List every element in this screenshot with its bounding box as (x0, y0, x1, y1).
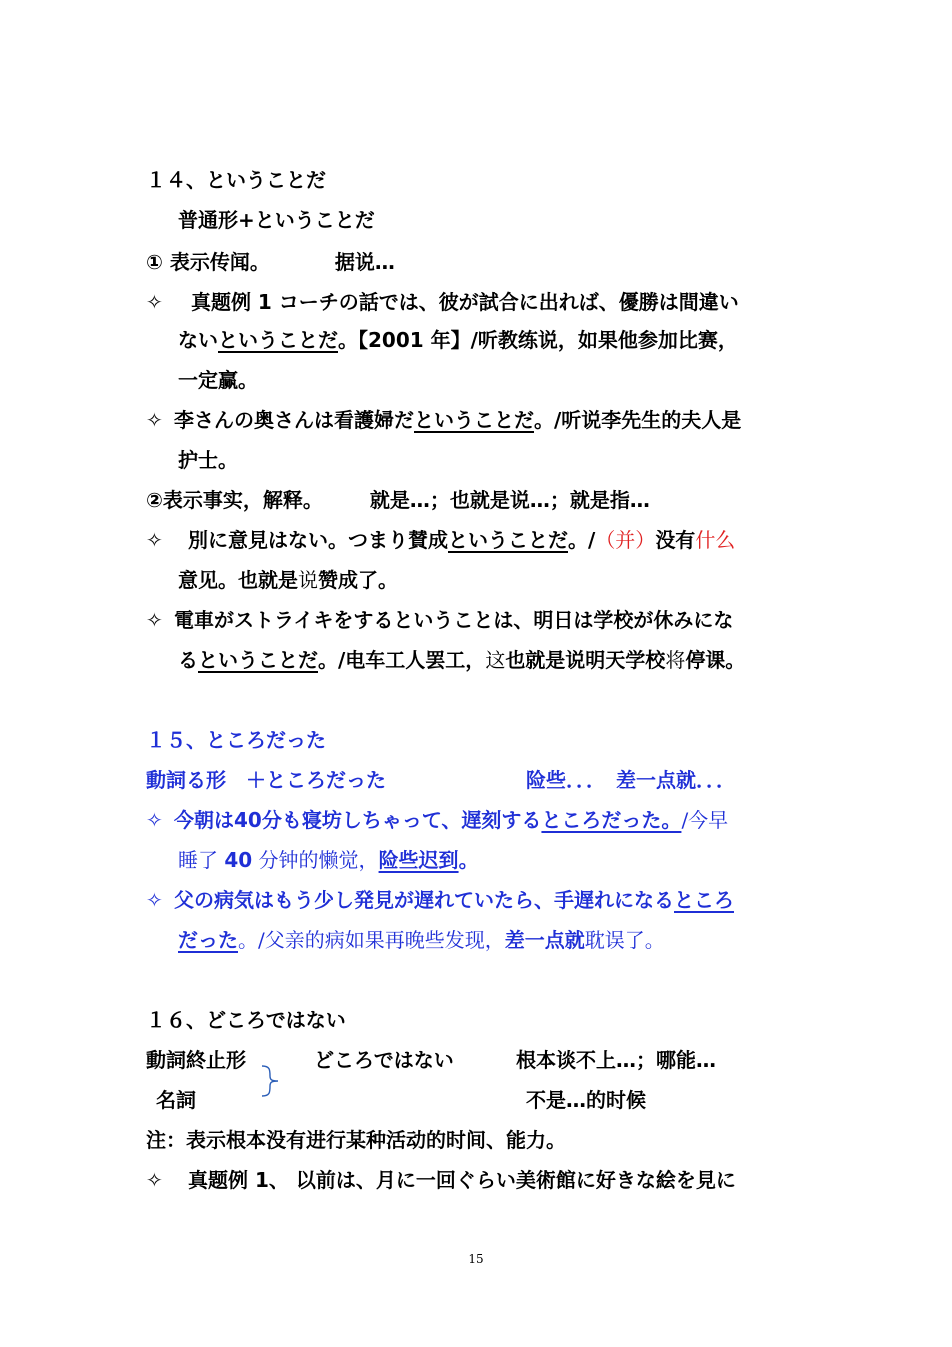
meaning-2-label: ②表示事实，解释。 (146, 488, 323, 512)
example-1-line-a: 真题例 1 コーチの話では、彼が試合に出れば、優勝は間違い (190, 290, 739, 314)
section-15-example-1 (146, 806, 728, 834)
meaning-text: 险些．．． 差一点就．．． (526, 768, 736, 792)
example-text: 。/父亲的病如果再晚些发现， (238, 928, 505, 952)
example-text: 差一点就 (504, 928, 585, 952)
example-text: 说 (298, 568, 318, 592)
example-text: /今早 (681, 808, 729, 832)
example-text: 40 (224, 848, 253, 872)
grammar-underline: ということだ (198, 648, 318, 672)
grammar-underline: ところだった。 (541, 808, 682, 832)
page-number: 15 (468, 1252, 484, 1266)
brace-icon (258, 1064, 282, 1098)
section-16-form-a: 動詞終止形 (146, 1048, 246, 1072)
section-15-form (146, 766, 736, 794)
example-text: 睡了 (178, 848, 225, 872)
section-14-example-2-b: 护士。 (178, 448, 238, 472)
example-text: 停课。 (685, 648, 746, 672)
section-14-example-1-b (178, 326, 738, 354)
example-text: 父の病気はもう少し発見が遅れていたら、手遅れになる (174, 888, 674, 912)
example-text: る (178, 648, 198, 672)
section-16-title: １６、どころではない (146, 1008, 346, 1032)
diamond-bullet-icon: ✧ (146, 808, 163, 832)
diamond-bullet-icon: ✧ (146, 528, 163, 552)
grammar-underline: 险些迟到 (378, 848, 459, 872)
example-text: 没有 (655, 528, 696, 552)
example-text: 也就是说明天学校 (505, 648, 666, 672)
section-15-example-2-b (178, 926, 665, 954)
meaning-1-cn: 据说… (334, 250, 395, 274)
diamond-bullet-icon: ✧ (146, 888, 163, 912)
section-14-example-3-b (178, 566, 398, 594)
meaning-1-label: ① 表示传闻。 (146, 250, 270, 274)
example-text: 分钟的懒觉， (252, 848, 379, 872)
section-14-title: １４、ということだ (146, 168, 326, 192)
example-text: 将 (665, 648, 686, 672)
section-16-meaning-a: 根本谈不上…；哪能… (516, 1048, 716, 1072)
example-text: 。【2001 年】/听教练说，如果他参加比赛， (338, 328, 738, 352)
example-text: ない (178, 328, 218, 352)
red-text: 什么 (695, 528, 736, 552)
example-text: 李さんの奥さんは看護婦だ (174, 408, 414, 432)
section-16-meaning-b: 不是…的时候 (526, 1088, 646, 1112)
form-text: 動詞る形 ＋ところだった (146, 768, 386, 792)
section-16-pattern: どころではない (314, 1048, 454, 1072)
grammar-underline: だった (178, 928, 238, 952)
section-14-example-4 (146, 606, 733, 634)
section-14-example-4-b (178, 646, 745, 674)
diamond-bullet-icon: ✧ (146, 608, 163, 632)
example-text: 今朝は40分も寝坊しちゃって、遅刻する (174, 808, 542, 832)
example-text: 耽误了。 (584, 928, 665, 952)
example-text: 。/听说李先生的夫人是 (534, 408, 742, 432)
example-text: 電車がストライキをするということは、明日は学校が休みにな (174, 608, 734, 632)
section-15-title: １５、ところだった (146, 728, 326, 752)
section-16-note: 注：表示根本没有进行某种活动的时间、能力。 (146, 1128, 566, 1152)
example-text: 这 (485, 648, 506, 672)
section-14-example-3 (146, 526, 735, 554)
meaning-2-cn: 就是…；也就是说…；就是指… (369, 488, 650, 512)
example-text: 意见。也就是 (178, 568, 298, 592)
section-14-meaning-2 (146, 486, 650, 514)
diamond-bullet-icon: ✧ (146, 408, 163, 432)
grammar-underline: ところ (674, 888, 734, 912)
red-text: （并） (595, 528, 656, 552)
diamond-bullet-icon: ✧ (146, 1168, 163, 1192)
example-text: 真题例 1、 以前は、月に一回ぐらい美術館に好きな絵を見に (188, 1168, 736, 1192)
section-14-example-2 (146, 406, 741, 434)
section-15-example-1-b (178, 846, 479, 874)
section-14-example-1 (146, 288, 739, 316)
section-14-form: 普通形+ということだ (178, 208, 375, 232)
section-14-example-1-c: 一定赢。 (178, 368, 258, 392)
example-text: 。/电车工人罢工， (318, 648, 486, 672)
diamond-bullet-icon: ✧ (146, 290, 163, 314)
grammar-underline: ということだ (218, 328, 338, 352)
example-text: 。 (458, 848, 479, 872)
section-16-example-1 (146, 1166, 736, 1194)
grammar-underline: ということだ (414, 408, 534, 432)
section-16-form-b: 名詞 (156, 1088, 196, 1112)
example-text: 別に意見はない。つまり賛成 (188, 528, 448, 552)
section-15-example-2 (146, 886, 734, 914)
grammar-underline: ということだ (448, 528, 568, 552)
section-14-meaning-1 (146, 248, 395, 276)
example-text: 。/ (568, 528, 596, 552)
example-text: 赞成了。 (318, 568, 398, 592)
